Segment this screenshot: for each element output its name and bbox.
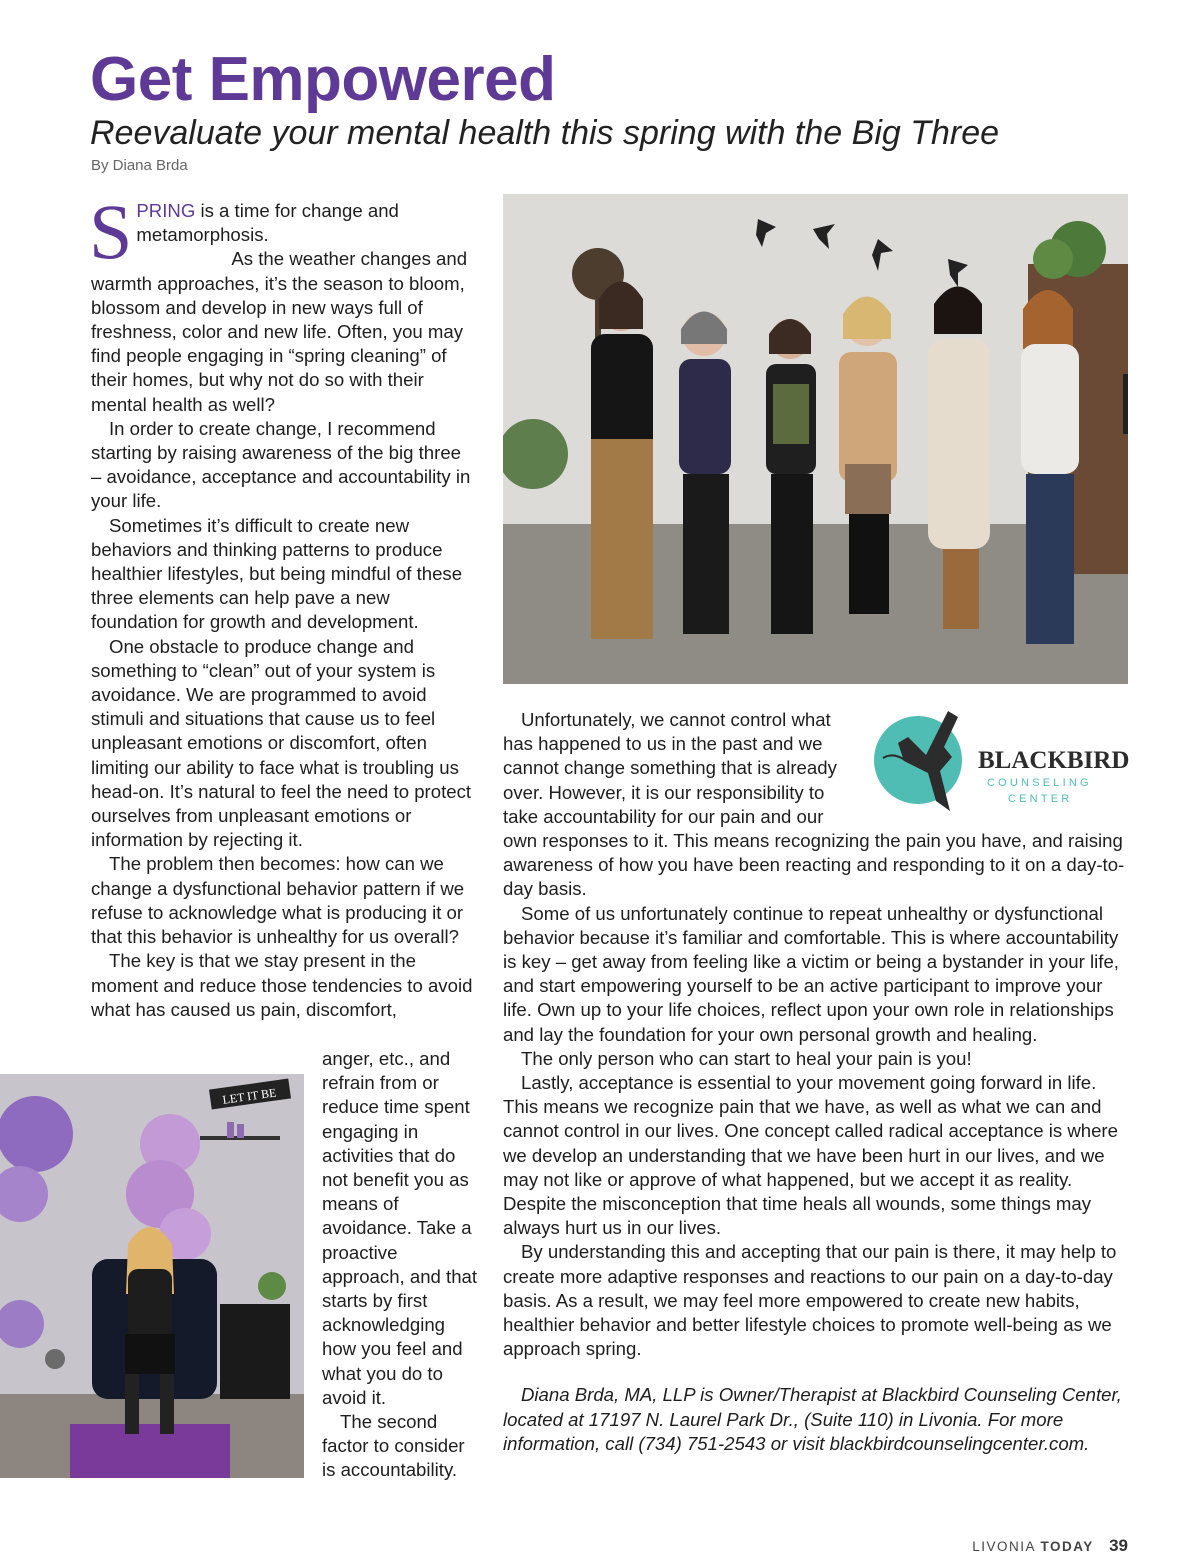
paragraph: Lastly, acceptance is essential to your movement going forward in life. This means we recognize pain that we have, as well as what we can and cannot control in our lives. One concept called radical acceptance is where we develop an understanding that we have been hurt in our lives, and we may not like or approve of what happened, but we accept it as reality. Despite the misconception that time heals all wounds, some things may always hurt us in our lives. [503, 1072, 1118, 1239]
paragraph: Sometimes it’s difficult to create new behaviors and thinking patterns to produce healthier lifestyles, but being mindful of these three elements can help pave a new foundation for growth and development. [91, 514, 463, 633]
paragraph: The key is that we stay present in the moment and reduce those tendencies to avoid what has caused us pain, discomfort, [91, 950, 473, 1020]
therapist-photo [0, 1074, 304, 1478]
group-photo-illustration [503, 194, 1128, 684]
right-column [503, 708, 1133, 1456]
group-photo [503, 194, 1128, 684]
narrow-column [322, 1047, 482, 1483]
paragraph: The problem then becomes: how can we change a dysfunctional behavior pattern if we refuse to acknowledge what is producing it or that this behavior is unhealthy for us overall? [91, 853, 465, 948]
paragraph: In order to create change, I recommend starting by raising awareness of the big three – avoidance, acceptance and accountability in your life. [91, 417, 471, 512]
logo-line-center: CENTER [1008, 793, 1073, 805]
blackbird-logo [863, 708, 1133, 826]
left-column [89, 188, 476, 1022]
paragraph: By understanding this and accepting that our pain is there, it may help to create more adaptive responses and reactions to our pain on a day-to-day basis. As a result, we may feel more empowered to create new habits, healthier behavior and better lifestyle choices to promote well-being as we approach spring. [503, 1241, 1117, 1360]
intro-text: is a time for change and metamorphosis. [136, 200, 399, 246]
intro-paragraph [89, 188, 476, 275]
author-credit: Diana Brda, MA, LLP is Owner/Therapist at Blackbird Counseling Center, located at 17197 N. Laurel Park Dr., (Suite 110) in Livonia. For more information, call (734) 751-2543 or visit blackbirdcounselingcenter.com. [503, 1384, 1122, 1454]
paragraph: The only person who can start to heal your pain is you! [521, 1047, 972, 1069]
paragraph: The second factor to consider is accountability. [322, 1411, 465, 1481]
logo-name: BLACKBIRD [978, 747, 1130, 774]
magazine-name: LIVONIA [972, 1539, 1036, 1554]
let-it-be-sign: LET IT BE [221, 1085, 278, 1107]
blackbird-logo-mark [863, 708, 1133, 826]
magazine-name-bold: TODAY [1040, 1539, 1094, 1554]
byline: By Diana Brda [91, 157, 188, 174]
article-subtitle: Reevaluate your mental health this spring with the Big Three [90, 114, 1000, 152]
paragraph: Unfortunately, we cannot control what has happened to us in the past and we cannot change something that is already over. However, it is our responsibility to take accountability for our pain and our own responses to it. This means recognizing the pain you have, and raising awareness of how you have been reacting and responding to it on a day-to-day basis. [503, 709, 1125, 900]
paragraph: As the weather changes and warmth approaches, it’s the season to bloom, blossom and develop in new ways full of freshness, color and new life. Often, you may find people engaging in “spring cleaning” of their homes, but why not do so with their mental health as well? [91, 248, 468, 415]
page-footer [972, 1536, 1128, 1556]
page-number: 39 [1109, 1536, 1128, 1555]
drop-cap: S [89, 188, 133, 275]
paragraph: anger, etc., and refrain from or reduce time spent engaging in activities that do not benefit you as means of avoidance. Take a proactive approach, and that starts by first acknowledging how you feel and what you do to avoid it. [322, 1048, 478, 1408]
paragraph: Some of us unfortunately continue to repeat unhealthy or dysfunctional behavior because it’s familiar and comfortable. This is where accountability is key – get away from feeling like a victim or being a bystander in your life, and start empowering yourself to be an active participant to improve your life. Own up to your life choices, reflect upon your own role in relationships and lay the foundation for your own personal growth and healing. [503, 902, 1119, 1045]
logo-line-counseling: COUNSELING [987, 777, 1092, 789]
article-title: Get Empowered [90, 45, 556, 114]
paragraph: One obstacle to produce change and something to “clean” out of your system is avoidance. We are programmed to avoid stimuli and situations that cause us to feel unpleasant emotions or discomfort, often limiting our ability to face what is troubling us head-on. It’s natural to feel the need to protect ourselves from unpleasant emotions or information by rejecting it. [91, 635, 472, 851]
lead-in: PRING [136, 200, 196, 221]
therapist-photo-illustration [0, 1074, 304, 1478]
